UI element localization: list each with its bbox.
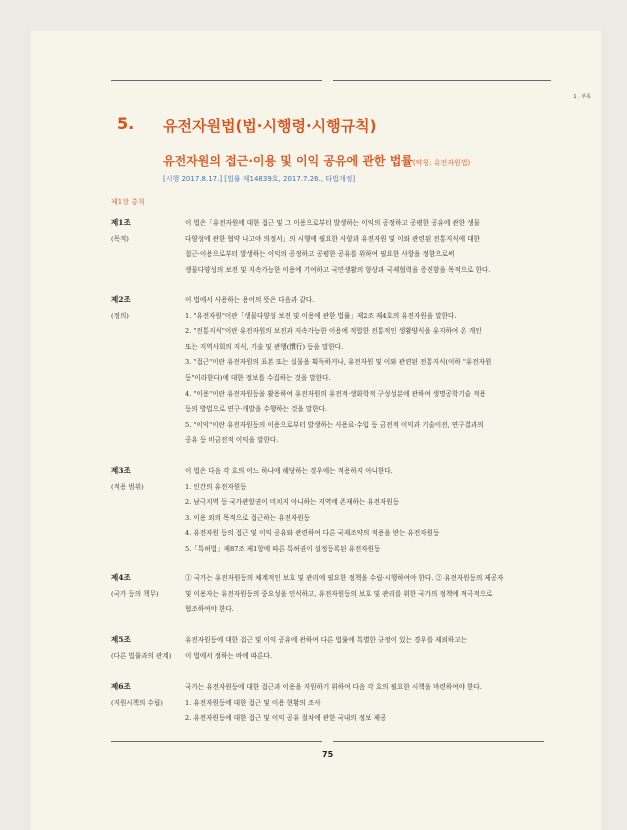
article-text-line: 3. "접근"이란 유전자원의 표본 또는 실물을 획득하거나, 유전자원 및 이와 관련된 전통지식(이하 "유전자원: [185, 358, 492, 367]
article-text-line: 1. 유전자원등에 대한 접근 및 이용 현황의 조사: [185, 698, 321, 707]
article-number: 제4조: [111, 573, 131, 582]
law-abbrev: (약칭: 유전자원법): [412, 159, 471, 167]
article-text-line: 또는 지역사회의 지식, 기술 및 관행(慣行) 등을 말한다.: [185, 342, 344, 351]
article-text-line: 등"이라한다)에 대한 정보를 수집하는 것을 말한다.: [185, 374, 331, 382]
section-number: 5.: [117, 114, 135, 133]
running-head: 1 . 부록: [573, 94, 591, 100]
article-text-line: 이 법에서 사용하는 용어의 뜻은 다음과 같다.: [185, 296, 315, 304]
article-text-line: 4. 유전자원 등의 접근 및 이익 공유와 관련하여 다른 국제조약의 적용을 받는 유전자원등: [185, 529, 440, 538]
top-rule-left: [111, 80, 322, 81]
article-text-line: 4. "이용"이란 유전자원등을 활용하여 유전자원의 유전적·생화학적 구성성분에 관하여 생명공학기술 적용: [185, 389, 486, 398]
article-text-line: 공유 등 비금전적 이익을 말한다.: [185, 436, 279, 445]
article-text-line: 2. 남극지역 등 국가관할권이 미치지 아니하는 지역에 존재하는 유전자원등: [185, 498, 400, 507]
article-caption: (목적): [111, 234, 129, 243]
article-text-line: ① 국가는 유전자원등의 체계적인 보호 및 관리에 필요한 정책을 수립·시행하여야 한다. ② 유전자원등의 제공자: [185, 574, 504, 582]
article-text-line: 및 이용자는 유전자원등의 중요성을 인식하고, 유전자원등의 보호 및 관리를 위한 국가의 정책에 적극적으로: [185, 589, 493, 598]
article-caption: (다른 법률과의 관계): [111, 651, 172, 660]
article-text-line: 유전자원등에 대한 접근 및 이익 공유에 관하여 다른 법률에 특별한 규정이 있는 경우를 제외하고는: [185, 636, 468, 644]
bottom-rule-left: [111, 741, 322, 742]
article-caption: (정의): [111, 311, 129, 320]
bottom-rule-right: [333, 741, 544, 742]
article-text-line: 생물다양성의 보전 및 지속가능한 이용에 기여하고 국민생활의 향상과 국제협력을 증진함을 목적으로 한다.: [185, 265, 491, 274]
page-number: 75: [322, 750, 334, 759]
article-number: 제2조: [111, 295, 131, 304]
article-number: 제3조: [111, 466, 131, 475]
section-title: 유전자원법(법·시행령·시행규칙): [163, 117, 377, 135]
article-text-line: 2. 유전자원등에 대한 접근 및 이익 공유 절차에 관한 국내의 정보 제공: [185, 714, 387, 723]
article-text-line: 5. "이익"이란 유전자원등의 이용으로부터 발생하는 사용료·수입 등 금전적 이익과 기술이전, 연구결과의: [185, 420, 484, 429]
chapter-heading: 제1장 총칙: [111, 198, 145, 206]
article-text-line: 2. "전통지식"이란 유전자원의 보전과 지속가능한 이용에 적합한 전통적인 생활양식을 유지하여 온 개인: [185, 327, 482, 336]
article-text-line: 이 법은「유전자원에 대한 접근 및 그 이용으로부터 발생하는 이익의 공정하고 공평한 공유에 관한 생물: [185, 219, 480, 227]
top-rule-right: [333, 80, 551, 81]
law-title-text: 유전자원의 접근·이용 및 이익 공유에 관한 법률: [163, 154, 413, 168]
article-number: 제1조: [111, 218, 131, 227]
article-text-line: 협조하여야 한다.: [185, 605, 234, 614]
article-text-line: 접근·이용으로부터 발생하는 이익의 공정하고 공평한 공유를 위하여 필요한 사항을 정함으로써: [185, 250, 455, 259]
article-text-line: 1. "유전자원"이란「생물다양성 보전 및 이용에 관한 법률」제2조 제4호의 유전자원을 말한다.: [185, 311, 457, 320]
article-text-line: 다양성에 관한 협약 나고야 의정서」의 시행에 필요한 사항과 유전자원 및 이와 관련된 전통지식에 대한: [185, 234, 480, 243]
article-number: 제6조: [111, 682, 131, 691]
article-text-line: 1. 인간의 유전자원등: [185, 482, 247, 491]
article-number: 제5조: [111, 635, 131, 644]
article-text-line: 이 법에서 정하는 바에 따른다.: [185, 651, 272, 660]
document-page: [31, 31, 601, 830]
article-caption: (지원시책의 수립): [111, 698, 163, 707]
article-caption: (국가 등의 책무): [111, 589, 159, 598]
article-text-line: 국가는 유전자원등에 대한 접근과 이용을 지원하기 위하여 다음 각 호의 필요한 시책을 마련하여야 한다.: [185, 683, 482, 691]
article-text-line: 이 법은 다음 각 호의 어느 하나에 해당하는 경우에는 적용하지 아니한다.: [185, 467, 393, 475]
article-text-line: 5.「특허법」제87조 제1항에 따른 특허권이 설정등록된 유전자원등: [185, 545, 381, 553]
law-title: [163, 152, 470, 169]
article-text-line: 등의 방법으로 연구·개발을 수행하는 것을 말한다.: [185, 405, 328, 414]
law-enforcement-note: [시행 2017.8.17.] [법률 제14839호, 2017.7.26., 타법개정]: [163, 175, 356, 183]
article-text-line: 3. 이용 외의 목적으로 접근하는 유전자원등: [185, 513, 311, 522]
article-caption: (적용 범위): [111, 482, 144, 491]
